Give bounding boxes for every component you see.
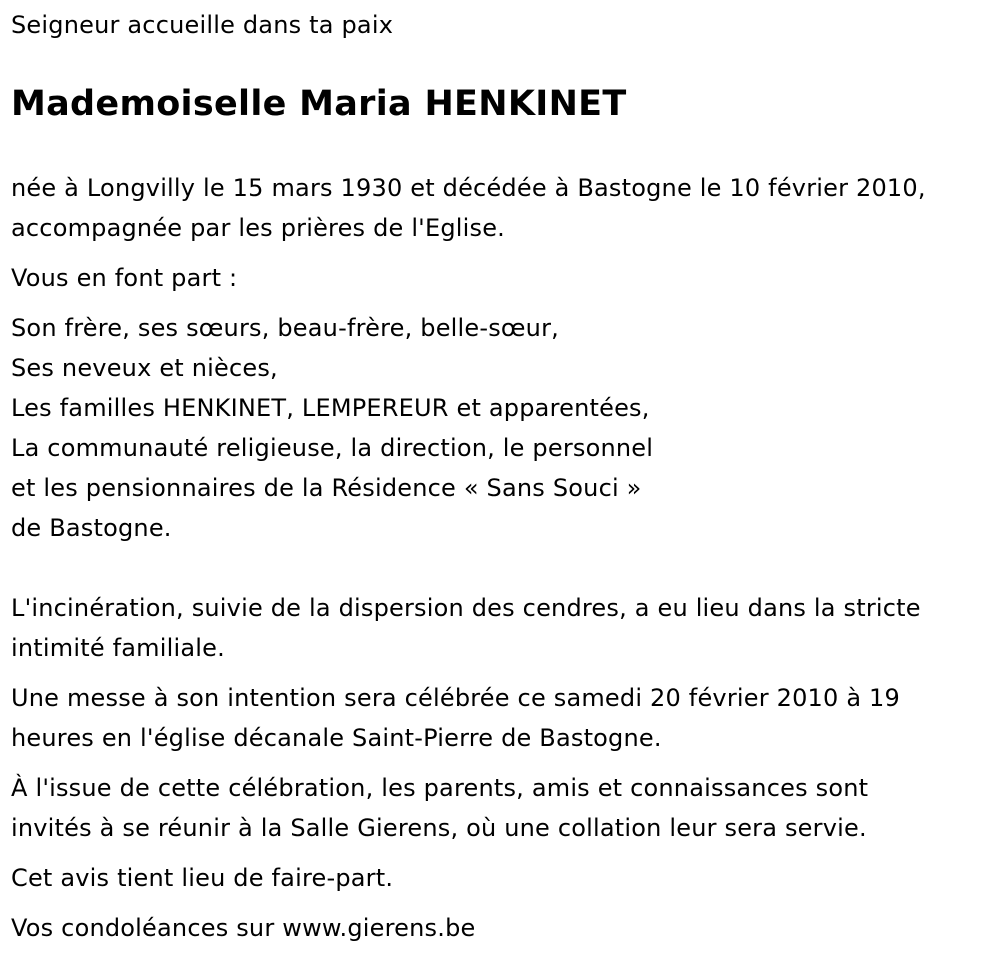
incineration-paragraph [11, 588, 1000, 668]
family-line: de Bastogne. [11, 514, 172, 542]
birth-death-line: née à Longvilly le 15 mars 1930 et décédée à Bastogne le 10 février 2010, [11, 174, 926, 202]
birth-death-line: accompagnée par les prières de l'Eglise. [11, 214, 506, 242]
family-line: La communauté religieuse, la direction, le personnel [11, 434, 654, 462]
mass-line: heures en l'église décanale Saint-Pierre de Bastogne. [11, 724, 662, 752]
family-line: Les familles HENKINET, LEMPEREUR et apparentées, [11, 394, 650, 422]
condolences-text: Vos condoléances sur www.gierens.be [11, 914, 476, 942]
birth-death-paragraph [11, 168, 1000, 248]
family-list [11, 308, 1000, 548]
deceased-name: Mademoiselle Maria HENKINET [11, 84, 627, 124]
family-line: Ses neveux et nièces, [11, 354, 278, 382]
incineration-line: intimité familiale. [11, 634, 225, 662]
gathering-line: À l'issue de cette célébration, les parents, amis et connaissances sont [11, 774, 869, 802]
gathering-line: invités à se réunir à la Salle Gierens, où une collation leur sera servie. [11, 814, 867, 842]
mass-paragraph [11, 678, 1000, 758]
announcement-intro: Vous en font part : [11, 264, 238, 292]
incineration-line: L'incinération, suivie de la dispersion des cendres, a eu lieu dans la stricte [11, 594, 921, 622]
mass-line: Une messe à son intention sera célébrée ce samedi 20 février 2010 à 19 [11, 684, 900, 712]
epigraph: Seigneur accueille dans ta paix [11, 11, 394, 39]
notice-text: Cet avis tient lieu de faire-part. [11, 864, 394, 892]
gathering-paragraph [11, 768, 1000, 848]
family-line: Son frère, ses sœurs, beau-frère, belle-sœur, [11, 314, 559, 342]
family-line: et les pensionnaires de la Résidence « Sans Souci » [11, 474, 642, 502]
